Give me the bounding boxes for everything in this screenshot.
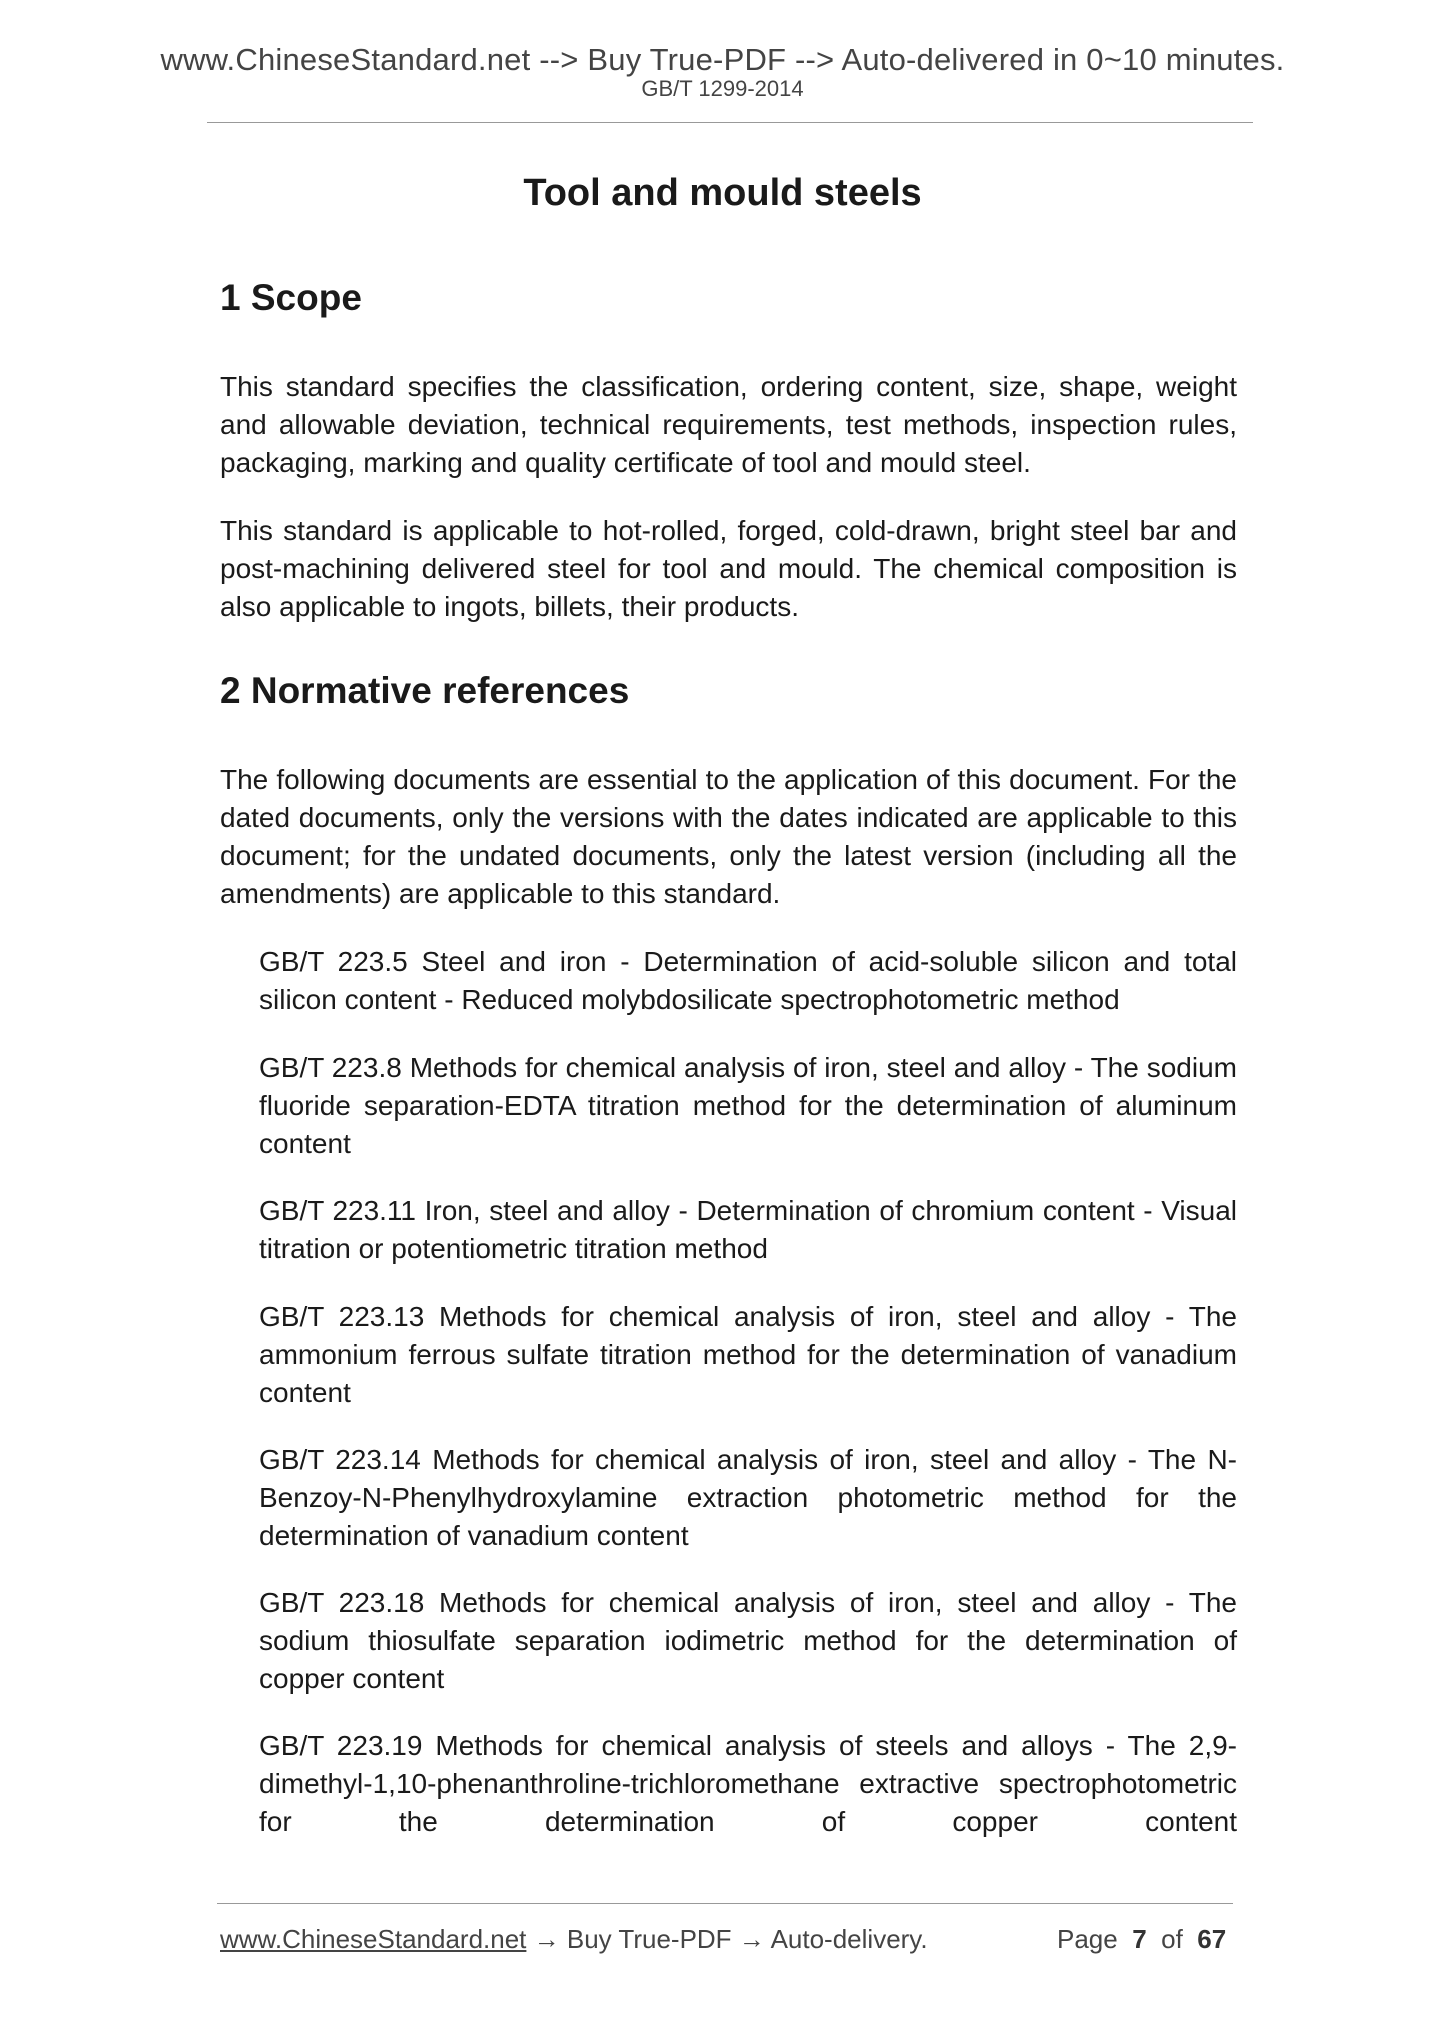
total-pages-number: 67 xyxy=(1197,1924,1227,1954)
section-heading-normative-references: 2 Normative references xyxy=(220,670,630,711)
page-label: Page xyxy=(1057,1924,1118,1954)
page-indicator xyxy=(1057,1924,1226,1955)
current-page-number: 7 xyxy=(1132,1924,1147,1954)
reference-item: GB/T 223.19 Methods for chemical analysis of steels and alloys - The 2,9-dimethyl-1,10-phenanthroline-trichloromethane extractive spectrophotometric for the determination of copper content xyxy=(259,1730,1237,1837)
footer-divider xyxy=(217,1903,1233,1904)
document-id: GB/T 1299-2014 xyxy=(641,76,804,101)
of-label: of xyxy=(1161,1924,1183,1954)
reference-item: GB/T 223.18 Methods for chemical analysis of iron, steel and alloy - The sodium thiosulfate separation iodimetric method for the determination of copper content xyxy=(259,1587,1237,1694)
page-title: Tool and mould steels xyxy=(523,172,922,214)
normative-intro-paragraph: The following documents are essential to the application of this document. For the dated documents, only the versions with the dates indicated are applicable to this document; for the undated documents, only the latest version (including all the amendments) are applicable to this standard. xyxy=(220,764,1237,909)
reference-item: GB/T 223.5 Steel and iron - Determination of acid-soluble silicon and total silicon content - Reduced molybdosilicate spectrophotometric method xyxy=(259,946,1237,1015)
scope-paragraph-1: This standard specifies the classification, ordering content, size, shape, weight and allowable deviation, technical requirements, test methods, inspection rules, packaging, marking and quality certificate of tool and mould steel. xyxy=(220,371,1237,478)
reference-item: GB/T 223.11 Iron, steel and alloy - Determination of chromium content - Visual titration or potentiometric titration method xyxy=(259,1195,1237,1264)
reference-item: GB/T 223.13 Methods for chemical analysis of iron, steel and alloy - The ammonium ferrous sulfate titration method for the determination of vanadium content xyxy=(259,1301,1237,1408)
header-divider xyxy=(207,122,1253,123)
scope-paragraph-2: This standard is applicable to hot-rolled, forged, cold-drawn, bright steel bar and post-machining delivered steel for tool and mould. The chemical composition is also applicable to ingots, billets, their products. xyxy=(220,515,1237,622)
site-banner: www.ChineseStandard.net --> Buy True-PDF --> Auto-delivered in 0~10 minutes. xyxy=(160,42,1285,77)
footer-text xyxy=(220,1924,928,1955)
section-heading-scope: 1 Scope xyxy=(220,277,362,318)
footer-tail-text: → Buy True-PDF → Auto-delivery. xyxy=(526,1924,928,1954)
reference-item: GB/T 223.14 Methods for chemical analysis of iron, steel and alloy - The N-Benzoy-N-Phenylhydroxylamine extraction photometric method for the determination of vanadium content xyxy=(259,1444,1237,1551)
reference-item: GB/T 223.8 Methods for chemical analysis of iron, steel and alloy - The sodium fluoride separation-EDTA titration method for the determination of aluminum content xyxy=(259,1052,1237,1159)
footer-site-link[interactable]: www.ChineseStandard.net xyxy=(220,1924,527,1954)
